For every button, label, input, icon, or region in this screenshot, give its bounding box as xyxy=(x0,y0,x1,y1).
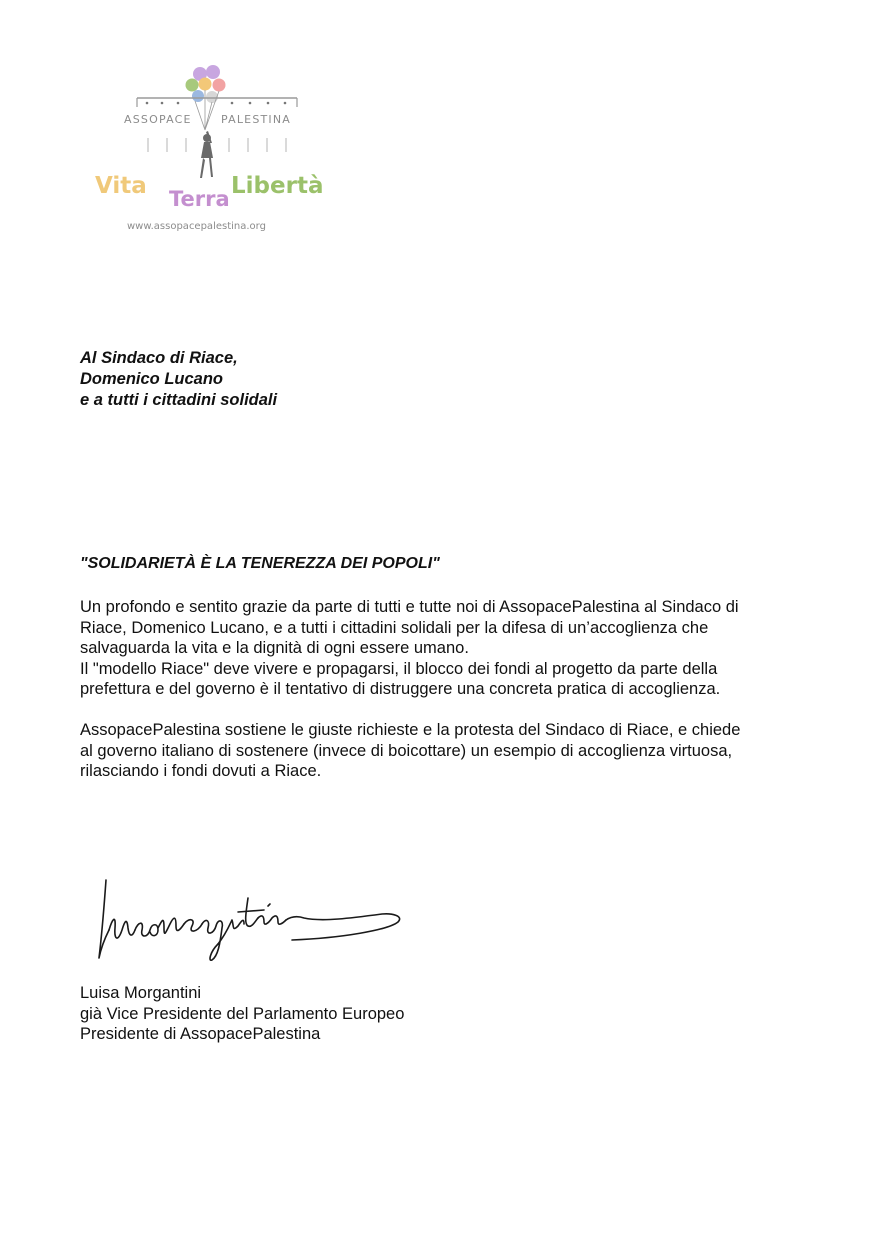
paragraph-2 xyxy=(80,720,820,782)
signer-block xyxy=(80,983,404,1045)
paragraph-1 xyxy=(80,597,820,700)
body-line: rilasciando i fondi dovuti a Riace. xyxy=(80,762,322,780)
logo-website: www.assopacepalestina.org xyxy=(127,221,266,232)
body-line: Un profondo e sentito grazie da parte di tutti e tutte noi di AssopacePalestina al Sindaco di xyxy=(80,598,739,616)
motto-vita: Vita xyxy=(95,173,147,199)
motto-terra: Terra xyxy=(169,187,230,211)
signer-title: Presidente di AssopacePalestina xyxy=(80,1025,321,1043)
body-line: prefettura e del governo è il tentativo di distruggere una concreta pratica di accoglienza. xyxy=(80,680,721,698)
body-line: salvaguarda la vita e la dignità di ogni essere umano. xyxy=(80,639,469,657)
signer-name: Luisa Morgantini xyxy=(80,984,202,1002)
handwritten-signature xyxy=(92,868,412,968)
body-line: al governo italiano di sostenere (invece di boicottare) un esempio di accoglienza virtuosa, xyxy=(80,741,733,760)
body-line: AssopacePalestina sostiene le giuste richieste e la protesta del Sindaco di Riace, e chiede xyxy=(80,721,741,739)
letter-headline: "SOLIDARIETÀ È LA TENEREZZA DEI POPOLI" xyxy=(80,555,440,572)
address-line: Domenico Lucano xyxy=(80,370,224,388)
letter-body xyxy=(80,597,820,782)
motto-liberta: Libertà xyxy=(231,173,324,199)
assopace-palestina-logo xyxy=(92,60,342,238)
address-line: Al Sindaco di Riace, xyxy=(80,349,238,367)
girl-silhouette-icon xyxy=(200,131,213,178)
org-name-left: ASSOPACE xyxy=(124,113,192,126)
body-line: Riace, Domenico Lucano, e a tutti i cittadini solidali per la difesa di un’accoglienza che xyxy=(80,618,709,637)
address-line: e a tutti i cittadini solidali xyxy=(80,391,278,409)
org-name-right: PALESTINA xyxy=(221,113,292,126)
body-line: Il "modello Riace" deve vivere e propagarsi, il blocco dei fondi al progetto da parte della xyxy=(80,659,718,678)
recipient-address xyxy=(80,348,277,411)
signer-title: già Vice Presidente del Parlamento Europeo xyxy=(80,1004,405,1023)
